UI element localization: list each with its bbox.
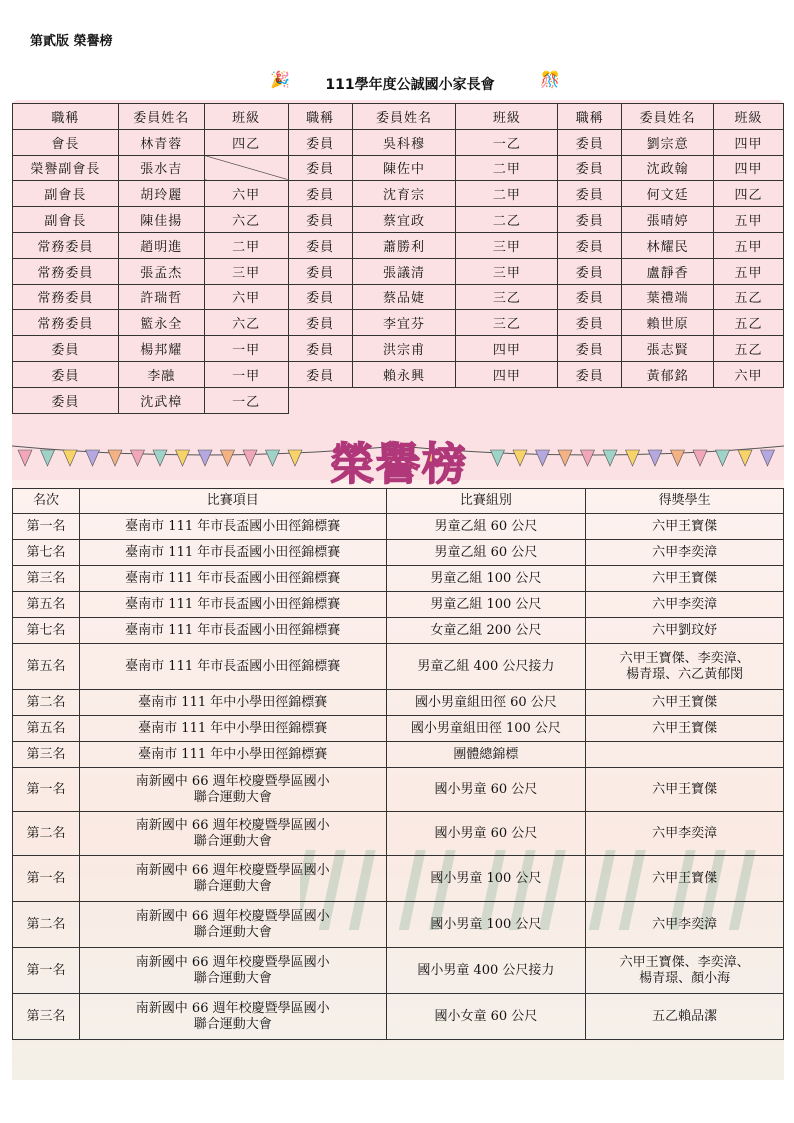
student-cell (586, 768, 784, 812)
awards-row (13, 540, 784, 566)
committee-cell: 趙明進 (118, 232, 204, 258)
event-cell (79, 812, 386, 856)
committee-row (13, 207, 784, 233)
rank-cell (13, 742, 80, 768)
student-cell-line: 楊青璟、六乙黃郁閔 (626, 666, 744, 682)
student-cell (586, 742, 784, 768)
committee-cell: 委員 (288, 310, 352, 336)
awards-row (13, 768, 784, 812)
bunting-flag (266, 450, 280, 466)
committee-row (13, 232, 784, 258)
student-cell (586, 690, 784, 716)
committee-cell: 委員 (558, 232, 622, 258)
committee-cell: 二甲 (456, 181, 558, 207)
bunting-flag (86, 450, 100, 466)
student-cell (586, 812, 784, 856)
student-cell-line: 六甲王寶傑 (652, 781, 718, 797)
bunting-flag (131, 450, 145, 466)
committee-cell: 三乙 (456, 310, 558, 336)
rank-cell-line: 第七名 (26, 544, 66, 560)
group-cell-line: 男童乙組 100 公尺 (430, 596, 542, 612)
committee-cell: 沈武樟 (118, 387, 204, 413)
committee-cell: 一乙 (456, 129, 558, 155)
rank-cell (13, 948, 80, 994)
student-cell-line: 五乙賴品潔 (652, 1008, 718, 1024)
rank-cell-line: 第五名 (26, 720, 66, 736)
committee-header-cell: 職稱 (288, 104, 352, 130)
event-cell (79, 618, 386, 644)
committee-cell: 委員 (288, 361, 352, 387)
committee-cell: 委員 (558, 207, 622, 233)
awards-row (13, 742, 784, 768)
committee-cell: 委員 (288, 284, 352, 310)
rank-cell (13, 690, 80, 716)
committee-cell: 五甲 (714, 232, 784, 258)
committee-cell: 五甲 (714, 207, 784, 233)
student-cell-line: 六甲李奕漳 (652, 825, 718, 841)
committee-cell: 二甲 (204, 232, 288, 258)
event-cell-line: 臺南市 111 年市長盃國小田徑錦標賽 (125, 544, 341, 560)
committee-cell: 委員 (13, 387, 119, 413)
committee-cell: 胡玲麗 (118, 181, 204, 207)
committee-blank-cell (288, 387, 783, 413)
rank-cell-line: 第一名 (26, 870, 66, 886)
committee-cell: 許瑞哲 (118, 284, 204, 310)
committee-title: 111學年度公誠國小家長會 (325, 77, 495, 93)
event-cell-line: 南新國中 66 週年校慶暨學區國小 (135, 908, 330, 924)
committee-cell: 張志賢 (622, 336, 714, 362)
committee-cell: 委員 (288, 258, 352, 284)
committee-cell: 四乙 (204, 129, 288, 155)
awards-row (13, 690, 784, 716)
committee-cell: 委員 (288, 129, 352, 155)
student-cell (586, 716, 784, 742)
bunting-flag (41, 450, 55, 466)
rank-cell (13, 856, 80, 902)
group-cell (386, 994, 586, 1040)
bunting-flag (18, 450, 32, 466)
event-cell-line: 臺南市 111 年中小學田徑錦標賽 (138, 694, 328, 710)
committee-cell: 榮譽副會長 (13, 155, 119, 181)
committee-row (13, 336, 784, 362)
bunting-flag (153, 450, 167, 466)
bunting-flag (491, 450, 505, 466)
committee-cell: 委員 (13, 336, 119, 362)
committee-cell: 六甲 (204, 284, 288, 310)
committee-cell: 葉禮端 (622, 284, 714, 310)
event-cell-line: 臺南市 111 年市長盃國小田徑錦標賽 (125, 518, 341, 534)
event-cell-line: 南新國中 66 週年校慶暨學區國小 (135, 862, 330, 878)
bunting-flag (198, 450, 212, 466)
group-cell-line: 團體總錦標 (453, 746, 519, 762)
event-cell-line: 聯合運動大會 (193, 970, 272, 986)
rank-cell-line: 第二名 (26, 825, 66, 841)
group-cell-line: 男童乙組 60 公尺 (434, 544, 538, 560)
committee-cell: 副會長 (13, 207, 119, 233)
bunting-flag (558, 450, 572, 466)
committee-header-cell: 職稱 (558, 104, 622, 130)
event-cell (79, 994, 386, 1040)
committee-cell: 三甲 (204, 258, 288, 284)
student-cell (586, 592, 784, 618)
awards-row (13, 618, 784, 644)
committee-cell: 五乙 (714, 336, 784, 362)
committee-cell: 委員 (558, 181, 622, 207)
group-cell (386, 566, 586, 592)
committee-cell: 賴永興 (352, 361, 456, 387)
committee-cell: 楊邦耀 (118, 336, 204, 362)
committee-cell: 六乙 (204, 207, 288, 233)
bunting-flag (176, 450, 190, 466)
rank-cell-line: 第五名 (26, 596, 66, 612)
student-cell-line: 六甲王寶傑 (652, 570, 718, 586)
rank-cell-line: 第三名 (26, 746, 66, 762)
event-cell (79, 768, 386, 812)
group-cell (386, 856, 586, 902)
event-cell-line: 臺南市 111 年市長盃國小田徑錦標賽 (125, 658, 341, 674)
group-cell (386, 540, 586, 566)
group-cell (386, 592, 586, 618)
committee-cell: 李融 (118, 361, 204, 387)
student-cell-line: 六甲王寶傑 (652, 518, 718, 534)
student-cell-line: 六甲李奕漳 (652, 596, 718, 612)
committee-cell: 會長 (13, 129, 119, 155)
event-cell (79, 902, 386, 948)
rank-cell-line: 第一名 (26, 781, 66, 797)
committee-cell: 常務委員 (13, 258, 119, 284)
committee-cell: 三乙 (456, 284, 558, 310)
committee-cell: 副會長 (13, 181, 119, 207)
committee-cell: 四甲 (714, 155, 784, 181)
student-cell-line: 六甲王寶傑、李奕漳、 (619, 954, 750, 970)
committee-cell: 委員 (558, 336, 622, 362)
event-cell-line: 臺南市 111 年市長盃國小田徑錦標賽 (125, 622, 341, 638)
group-cell-line: 國小男童 100 公尺 (430, 870, 542, 886)
group-cell-line: 男童乙組 60 公尺 (434, 518, 538, 534)
committee-cell: 六甲 (204, 181, 288, 207)
committee-cell: 張孟杰 (118, 258, 204, 284)
committee-cell: 四乙 (714, 181, 784, 207)
committee-cell: 六甲 (714, 361, 784, 387)
rank-cell (13, 994, 80, 1040)
group-cell (386, 618, 586, 644)
bunting-flag (536, 450, 550, 466)
committee-row (13, 155, 784, 181)
group-cell (386, 812, 586, 856)
rank-cell (13, 540, 80, 566)
rank-cell (13, 644, 80, 690)
committee-cell: 三甲 (456, 232, 558, 258)
committee-cell: 常務委員 (13, 310, 119, 336)
student-cell (586, 856, 784, 902)
event-cell (79, 742, 386, 768)
bunting-flag (603, 450, 617, 466)
committee-cell: 賴世原 (622, 310, 714, 336)
student-cell (586, 566, 784, 592)
event-cell-line: 聯合運動大會 (193, 1016, 272, 1032)
committee-cell: 委員 (13, 361, 119, 387)
student-cell-line: 六甲王寶傑 (652, 720, 718, 736)
bunting-flag (513, 450, 527, 466)
committee-cell: 委員 (288, 232, 352, 258)
awards-header-cell: 比賽項目 (79, 489, 386, 514)
awards-header-cell: 比賽組別 (386, 489, 586, 514)
rank-cell (13, 716, 80, 742)
group-cell (386, 716, 586, 742)
group-cell-line: 國小男童 60 公尺 (434, 825, 538, 841)
group-cell-line: 國小男童 100 公尺 (430, 916, 542, 932)
committee-cell: 二乙 (456, 207, 558, 233)
bunting-flag (693, 450, 707, 466)
bunting-flag (108, 450, 122, 466)
committee-cell: 一甲 (204, 361, 288, 387)
event-cell-line: 聯合運動大會 (193, 789, 272, 805)
group-cell-line: 國小男童組田徑 100 公尺 (410, 720, 561, 736)
event-cell-line: 南新國中 66 週年校慶暨學區國小 (135, 954, 330, 970)
rank-cell-line: 第一名 (26, 962, 66, 978)
committee-cell: 一乙 (204, 387, 288, 413)
student-cell-line: 六甲李奕漳 (652, 916, 718, 932)
rank-cell-line: 第二名 (26, 694, 66, 710)
awards-row (13, 902, 784, 948)
committee-cell: 四甲 (456, 361, 558, 387)
awards-row (13, 514, 784, 540)
committee-cell: 委員 (558, 284, 622, 310)
student-cell (586, 514, 784, 540)
committee-cell: 盧靜香 (622, 258, 714, 284)
student-cell (586, 994, 784, 1040)
committee-row (13, 361, 784, 387)
event-cell-line: 聯合運動大會 (193, 924, 272, 940)
awards-row (13, 716, 784, 742)
group-cell (386, 948, 586, 994)
event-cell (79, 514, 386, 540)
event-cell-line: 臺南市 111 年中小學田徑錦標賽 (138, 746, 328, 762)
group-cell-line: 女童乙組 200 公尺 (430, 622, 542, 638)
student-cell-line: 六甲李奕漳 (652, 544, 718, 560)
committee-row (13, 387, 784, 413)
committee-cell: 林耀民 (622, 232, 714, 258)
rank-cell-line: 第五名 (26, 658, 66, 674)
event-cell-line: 臺南市 111 年市長盃國小田徑錦標賽 (125, 570, 341, 586)
committee-cell: 陳佐中 (352, 155, 456, 181)
event-cell (79, 948, 386, 994)
awards-row (13, 812, 784, 856)
event-cell (79, 644, 386, 690)
committee-cell: 沈政翰 (622, 155, 714, 181)
committee-cell: 委員 (558, 310, 622, 336)
committee-cell: 蔡宜政 (352, 207, 456, 233)
committee-cell: 委員 (288, 336, 352, 362)
committee-cell: 四甲 (714, 129, 784, 155)
committee-cell: 張晴婷 (622, 207, 714, 233)
committee-cell: 常務委員 (13, 232, 119, 258)
committee-header-cell: 班級 (714, 104, 784, 130)
rank-cell (13, 812, 80, 856)
committee-cell: 六乙 (204, 310, 288, 336)
committee-cell: 洪宗甫 (352, 336, 456, 362)
committee-cell: 常務委員 (13, 284, 119, 310)
event-cell (79, 540, 386, 566)
student-cell (586, 902, 784, 948)
page-header: 第貳版 榮譽榜 (30, 34, 113, 49)
committee-cell: 委員 (558, 258, 622, 284)
event-cell (79, 856, 386, 902)
event-cell (79, 690, 386, 716)
rank-cell-line: 第一名 (26, 518, 66, 534)
group-cell-line: 國小男童 60 公尺 (434, 781, 538, 797)
student-cell (586, 644, 784, 690)
rank-cell-line: 第七名 (26, 622, 66, 638)
group-cell (386, 514, 586, 540)
party-hat-icon: 🎊 (540, 70, 560, 89)
bunting-flag (738, 450, 752, 466)
awards-row (13, 856, 784, 902)
committee-cell: 沈育宗 (352, 181, 456, 207)
group-cell-line: 男童乙組 100 公尺 (430, 570, 542, 586)
group-cell (386, 742, 586, 768)
bunting-flag (648, 450, 662, 466)
rank-cell (13, 592, 80, 618)
committee-cell: 委員 (288, 181, 352, 207)
committee-cell: 林青蓉 (118, 129, 204, 155)
committee-cell: 李宜芬 (352, 310, 456, 336)
awards-row (13, 566, 784, 592)
bunting-flag (288, 450, 302, 466)
committee-cell: 一甲 (204, 336, 288, 362)
bunting-flag (221, 450, 235, 466)
event-cell-line: 南新國中 66 週年校慶暨學區國小 (135, 773, 330, 789)
student-cell-line: 六甲劉玟妤 (652, 622, 718, 638)
student-cell-line: 楊青璟、顏小海 (639, 970, 731, 986)
committee-cell: 委員 (558, 155, 622, 181)
awards-table (12, 488, 784, 1040)
rank-cell (13, 618, 80, 644)
awards-row (13, 592, 784, 618)
awards-header-row (13, 489, 784, 514)
committee-cell: 三甲 (456, 258, 558, 284)
student-cell (586, 948, 784, 994)
student-cell (586, 540, 784, 566)
rank-cell (13, 566, 80, 592)
committee-header-cell: 班級 (204, 104, 288, 130)
committee-row (13, 129, 784, 155)
group-cell-line: 男童乙組 400 公尺接力 (417, 658, 555, 674)
group-cell (386, 768, 586, 812)
awards-header-cell: 得獎學生 (586, 489, 784, 514)
committee-row (13, 310, 784, 336)
committee-cell: 委員 (288, 207, 352, 233)
event-cell-line: 聯合運動大會 (193, 878, 272, 894)
bunting-flag (671, 450, 685, 466)
committee-header-row (13, 104, 784, 130)
committee-row (13, 258, 784, 284)
awards-row (13, 644, 784, 690)
event-cell (79, 566, 386, 592)
committee-cell: 委員 (558, 129, 622, 155)
honor-title: 榮譽榜 (330, 439, 468, 490)
committee-cell: 四甲 (456, 336, 558, 362)
event-cell-line: 臺南市 111 年市長盃國小田徑錦標賽 (125, 596, 341, 612)
committee-cell: 委員 (558, 361, 622, 387)
committee-cell: 張議清 (352, 258, 456, 284)
committee-cell: 劉宗意 (622, 129, 714, 155)
committee-cell: 蔡品婕 (352, 284, 456, 310)
event-cell-line: 南新國中 66 週年校慶暨學區國小 (135, 1000, 330, 1016)
committee-header-cell: 委員姓名 (118, 104, 204, 130)
committee-cell (204, 155, 288, 181)
committee-cell: 委員 (288, 155, 352, 181)
committee-row (13, 181, 784, 207)
committee-cell: 二甲 (456, 155, 558, 181)
committee-cell: 張水吉 (118, 155, 204, 181)
rank-cell-line: 第二名 (26, 916, 66, 932)
bunting-flag (626, 450, 640, 466)
committee-cell: 籃永全 (118, 310, 204, 336)
committee-cell: 何文廷 (622, 181, 714, 207)
committee-cell: 陳佳揚 (118, 207, 204, 233)
awards-row (13, 948, 784, 994)
event-cell-line: 臺南市 111 年中小學田徑錦標賽 (138, 720, 328, 736)
group-cell-line: 國小女童 60 公尺 (434, 1008, 538, 1024)
committee-header-cell: 職稱 (13, 104, 119, 130)
awards-row (13, 994, 784, 1040)
bunting-flag (581, 450, 595, 466)
group-cell (386, 690, 586, 716)
committee-cell: 黃郁銘 (622, 361, 714, 387)
committee-cell: 五甲 (714, 258, 784, 284)
committee-cell: 吳科穆 (352, 129, 456, 155)
committee-cell: 五乙 (714, 310, 784, 336)
event-cell-line: 南新國中 66 週年校慶暨學區國小 (135, 817, 330, 833)
committee-header-cell: 委員姓名 (622, 104, 714, 130)
student-cell (586, 618, 784, 644)
bunting-flag (243, 450, 257, 466)
committee-row (13, 284, 784, 310)
bunting-flag (63, 450, 77, 466)
group-cell (386, 902, 586, 948)
committee-header-cell: 委員姓名 (352, 104, 456, 130)
group-cell-line: 國小男童 400 公尺接力 (417, 962, 555, 978)
rank-cell (13, 768, 80, 812)
rank-cell-line: 第三名 (26, 570, 66, 586)
event-cell (79, 592, 386, 618)
committee-header-cell: 班級 (456, 104, 558, 130)
committee-cell: 蕭勝利 (352, 232, 456, 258)
student-cell-line: 六甲王寶傑、李奕漳、 (619, 650, 750, 666)
student-cell-line: 六甲王寶傑 (652, 870, 718, 886)
bunting-flag (716, 450, 730, 466)
group-cell (386, 644, 586, 690)
committee-cell: 五乙 (714, 284, 784, 310)
group-cell-line: 國小男童組田徑 60 公尺 (414, 694, 557, 710)
committee-table (12, 103, 784, 414)
event-cell-line: 聯合運動大會 (193, 833, 272, 849)
party-hat-icon: 🎉 (270, 70, 290, 89)
event-cell (79, 716, 386, 742)
rank-cell (13, 902, 80, 948)
rank-cell (13, 514, 80, 540)
rank-cell-line: 第三名 (26, 1008, 66, 1024)
bunting-flag (761, 450, 775, 466)
awards-header-cell: 名次 (13, 489, 80, 514)
student-cell-line: 六甲王寶傑 (652, 694, 718, 710)
